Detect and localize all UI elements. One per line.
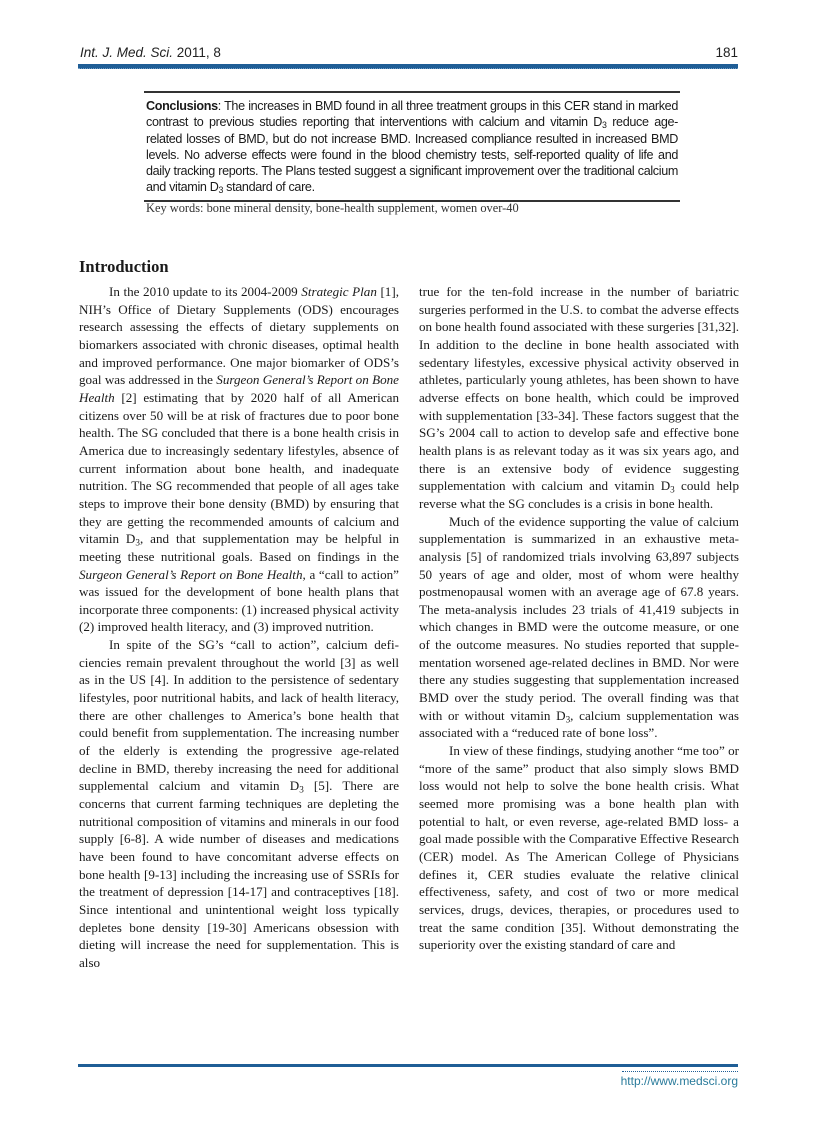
running-head (80, 45, 738, 65)
footer-rule (78, 1064, 738, 1067)
abstract-text: reduce age-related losses of BMD, but do not increase BMD. Increased compliance resulted in increased BMD levels. No adverse effects were found in the blood chemistry tests, self-reported quality of life and daily tracking reports. The Plans tested suggest a significant improvement over the traditional calcium and vitamin D (146, 115, 679, 195)
text: [2] estimating that by 2020 half of all American citizens over 50 will be at risk of fractures due to poor bone health. The SG concluded that there is a bone health crisis in America due to increasingly sedentary lifestyles, absence of current information about bone health, and inadequate nutrition. The SG recommended that people of all ages take steps to improve their bone density (BMD) by ensuring that they are getting the recommended amounts of calcium and vitamin D (79, 389, 399, 547)
text: Much of the evidence supporting the value of calcium supplementation is summarized in an exhaustive meta-analysis [5] of randomized trials involving 63,897 subjects 50 years of age and older, most of whom were healthy postmenopausal women with an average age of 67.8 years. The meta-analysis includes 23 trials of 41,419 subjects in which changes in BMD were the outcome measure, or one of the outcome measures. No studies reported that supplementation worsened age-related declines in BMD. Nor were there any studies suggesting that supplementation increased BMD over the study period. The overall finding was that with or without vitamin D (419, 513, 739, 723)
italic-title: Surgeon General’s Report on Bone Health, (79, 566, 306, 582)
keywords: Key words: bone mineral density, bone-health supplement, women over-40 (146, 201, 519, 215)
journal-volume: 2011, 8 (176, 45, 221, 60)
header-rule (78, 64, 738, 69)
italic-title: Strategic Plan (301, 284, 377, 299)
text: , and that supplementation may be helpful in meeting these nutritional goals. Based on findings in the (79, 531, 399, 564)
section-title-introduction: Introduction (79, 257, 169, 276)
footer-url-link[interactable]: http://www.medsci.org (620, 1074, 738, 1088)
left-column (79, 283, 399, 972)
page-number: 181 (715, 45, 738, 60)
text: , calcium supplementation was associated with a “reduced rate of bone loss”. (419, 707, 739, 741)
text: a “call to action” was issued for the development of bone health plans that incorporate three components: (1) increased physical activity (2) improved health literacy, and (3) improved nutrition. (79, 566, 399, 635)
subscript: 3 (670, 484, 675, 495)
subscript: 3 (135, 537, 140, 548)
paragraph: In view of these findings, studying another “me too” or “more of the same” product that also simply slows BMD loss would not help to solve the bone health crisis. What seemed more promising was a bone health plan with potential to halt, or even reverse, age-related BMD loss- a goal made possible with the Comparative Effective Research (CER) model. As The American College of Physicians defines it, CER studies evaluate the relative clinical effectiveness, safety, and cost of two or more medical services, drugs, devices, therapies, or procedures used to treat the same condition [35]. Without demonstrating the superiority over the existing standard of care and (419, 743, 739, 953)
subscript: 3 (602, 120, 607, 131)
url-underline (622, 1071, 738, 1073)
subscript: 3 (299, 784, 304, 795)
abstract-text: : The increases in BMD found in all three treatment groups in this CER stand in marked contrast to previous studies reporting that interventions with calcium and vitamin D (146, 99, 678, 130)
text: true for the ten-fold increase in the number of bariatric surgeries performed in the U.S. to combat the adverse effects on bone health found associated with these surgeries [31,32]. In addition to the decline in bone health associated with sedentary lifestyles, excessive physical activity observed in athletes, particularly young athletes, has been shown to have adverse effects on bone health, which could be improved with supplementation [33-34]. These factors suggest that the SG’s 2004 call to action to develop safe and effective bone health plans is as relevant today as it was six years ago, and there is an extensive body of evidence suggesting supplementation with calcium and vitamin D (419, 284, 739, 494)
paragraph (79, 283, 399, 636)
text: [1], NIH’s Office of Dietary Supplements (ODS) encourages research assessing the effects of dietary supplements on biomarkers associated with chronic diseases, optimal health and improved performance. One major biomarker of ODS’s goal was addressed in the (79, 284, 399, 388)
abstract-text: standard of care. (223, 180, 315, 195)
abstract-conclusions (144, 91, 680, 202)
conclusions-label: Conclusions (146, 99, 218, 113)
journal-name: Int. J. Med. Sci. (80, 45, 174, 60)
text: [5]. There are concerns that current farming techniques are depleting the nutritional composition of vitamins and minerals in our food supply [6-8]. A wide number of diseases and medications have been found to have concomitant adverse effects on bone health [9-13] including the increasing use of SSRIs for the treatment of depression [14-17] and contraceptives [18]. Since intentional and unintentional weight loss typically depletes bone density [19-30] Americans obsession with dieting will increase the need for supplementation. This is also (79, 778, 400, 970)
italic-title: Surgeon General’s Report on Bone Health (79, 372, 399, 405)
right-column (419, 283, 739, 954)
journal-citation (80, 45, 221, 60)
subscript: 3 (218, 185, 224, 196)
text: In the 2010 update to its 2004-2009 (109, 284, 302, 299)
subscript: 3 (565, 714, 571, 725)
text: In spite of the SG’s “call to action”, calcium deficiencies remain prevalent throughout the world [3] as well as in the US [4]. In addition to the persistence of sedentary lifestyles, poor nutritional habits, and lack of health literacy, there are other challenges to America’s bone health that could benefit from supplementation. The increasing number of the elderly is extending the progressive age-related decline in BMD, thereby increasing the need for additional supplemental calcium and vitamin D (79, 637, 399, 794)
paragraph (419, 513, 739, 743)
text: could help reverse what the SG concludes is a crisis in bone health. (419, 478, 739, 511)
paragraph (419, 283, 739, 513)
paragraph (79, 636, 399, 971)
